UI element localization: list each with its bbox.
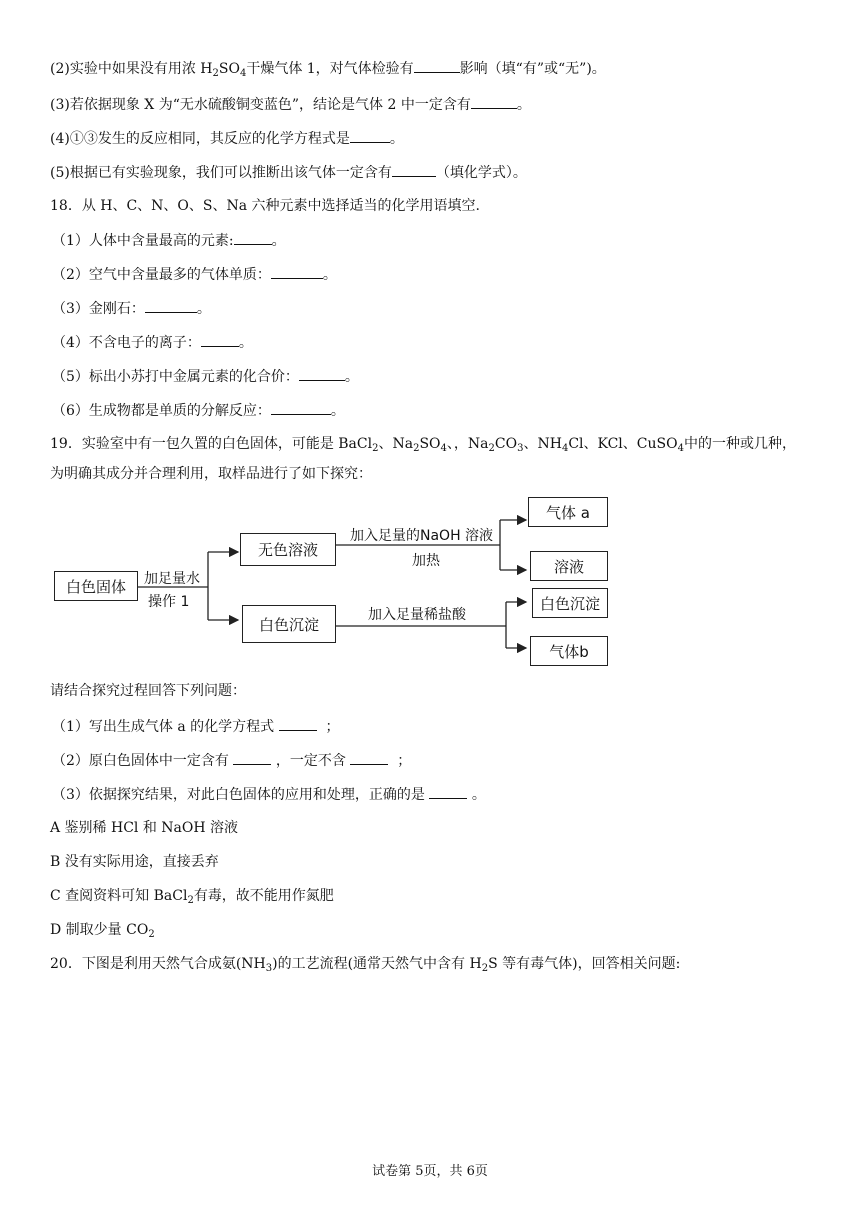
solution-box: 溶液 (530, 551, 608, 581)
white-precipitate-2-box: 白色沉淀 (532, 588, 608, 618)
answer-blank[interactable] (279, 716, 317, 731)
answer-blank[interactable] (234, 230, 272, 245)
answer-blank[interactable] (350, 750, 388, 765)
q19-sub1: （1）写出生成气体 a 的化学方程式 ； (52, 716, 340, 737)
q20-stem: 20．下图是利用天然气合成氨$(NH_3)$的工艺流程(通常天然气中含有 $H_2S$ 等有毒气体)，回答相关问题: (50, 956, 681, 974)
answer-blank[interactable] (392, 162, 436, 177)
q18-item: （6）生成物都是单质的分解反应： 。 (52, 400, 345, 421)
option-d: D 制取少量 $CO_2$ (50, 922, 155, 940)
answer-blank[interactable] (471, 94, 517, 109)
heat-label: 加热 (412, 553, 440, 569)
page-footer: 试卷第 5页，共 6页 (372, 1164, 488, 1179)
q18-stem: 18．从 H、C、N、O、S、Na 六种元素中选择适当的化学用语填空. (50, 198, 480, 214)
q17-part3: (3)若依据现象 X 为“无水硫酸铜变蓝色”，结论是气体 2 中一定含有 。 (50, 94, 531, 115)
colorless-solution-box: 无色溶液 (240, 533, 336, 566)
option-c: C 查阅资料可知 BaCl$_2$有毒，故不能用作氮肥 (50, 888, 334, 906)
option-a: A 鉴别稀 HCl 和 NaOH 溶液 (50, 820, 239, 836)
q18-item: （2）空气中含量最多的气体单质： 。 (52, 264, 337, 285)
gas-b-box: 气体b (530, 636, 608, 666)
flow-diagram (50, 490, 620, 670)
white-precipitate-box: 白色沉淀 (242, 605, 336, 643)
answer-blank[interactable] (414, 58, 460, 73)
q19-sub2: （2）原白色固体中一定含有 ，一定不含 ； (52, 750, 411, 771)
q17-part2: (2)实验中如果没有用浓 $H_2SO_4$干燥气体 1，对气体检验有 影响（填“有”或“无”)。 (50, 58, 606, 79)
q18-item: （4）不含电子的离子： 。 (52, 332, 253, 353)
answer-blank[interactable] (233, 750, 271, 765)
answer-blank[interactable] (271, 264, 323, 279)
naoh-label: 加入足量的NaOH 溶液 (350, 528, 494, 544)
answer-blank[interactable] (271, 400, 331, 415)
answer-blank[interactable] (201, 332, 239, 347)
q19-stem-line2: 为明确其成分并合理利用，取样品进行了如下探究： (50, 466, 372, 482)
white-solid-box: 白色固体 (54, 571, 138, 601)
q18-item: （3）金刚石： 。 (52, 298, 211, 319)
gas-a-box: 气体 a (528, 497, 608, 527)
q19-sub3: （3）依据探究结果，对此白色固体的应用和处理，正确的是 。 (52, 784, 486, 805)
answer-blank[interactable] (350, 128, 390, 143)
answer-blank[interactable] (299, 366, 345, 381)
q19-stem-line1: 19．实验室中有一包久置的白色固体，可能是 BaCl$_2$、$Na_2SO_4$、，$Na_2CO_3$、$NH_4Cl$、KCl、CuSO$_4$中的一种或几种， (50, 436, 796, 454)
op1-top-label: 加足量水 (144, 571, 200, 587)
answer-blank[interactable] (145, 298, 197, 313)
answer-blank[interactable] (429, 784, 467, 799)
q19-prompt: 请结合探究过程回答下列问题： (50, 683, 246, 699)
op1-bottom-label: 操作 1 (148, 594, 190, 610)
q18-item: （5）标出小苏打中金属元素的化合价： 。 (52, 366, 359, 387)
q17-part4: (4)①③发生的反应相同，其反应的化学方程式是 。 (50, 128, 404, 149)
hcl-label: 加入足量稀盐酸 (368, 607, 466, 623)
q17-part5: (5)根据已有实验现象，我们可以推断出该气体一定含有 （填化学式）。 (50, 162, 527, 183)
option-b: B 没有实际用途，直接丢弃 (50, 854, 219, 870)
q18-item: （1）人体中含量最高的元素: 。 (52, 230, 286, 251)
